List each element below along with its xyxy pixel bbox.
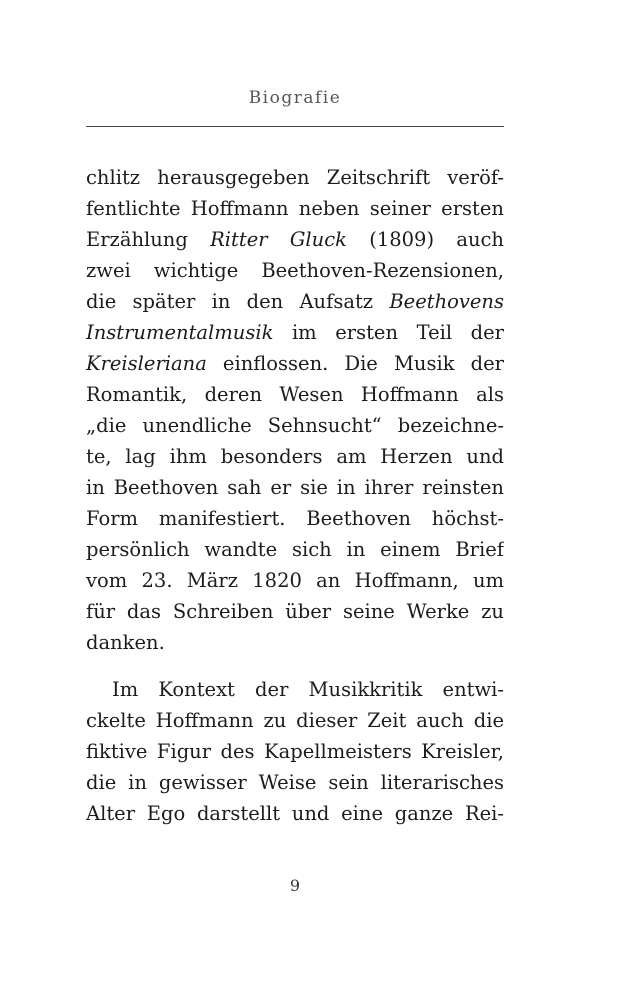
text-line [86,379,504,410]
text-line [86,255,504,286]
text-run: die später in den Aufsatz [86,290,390,313]
text-line [86,705,504,736]
text-run: Romantik, deren Wesen Hoffmann als [86,383,504,406]
text-run: ckelte Hoffmann zu dieser Zeit auch die [86,709,504,732]
text-run: vom 23. März 1820 an Hoffmann, um [86,569,504,592]
text-run: im ersten Teil der [273,321,504,344]
text-run: „die unendliche Sehnsucht“ bezeichne- [86,414,504,437]
text-run: Alter Ego darstellt und eine ganze Rei- [86,802,504,825]
text-line [86,410,504,441]
text-line [86,472,504,503]
text-line [86,565,504,596]
italic-title: Beethovens [389,290,504,313]
text-run: zwei wichtige Beethoven-Rezensionen, [86,259,504,282]
page-number: 9 [289,876,301,895]
text-line [86,162,504,193]
text-run: für das Schreiben über seine Werke zu [86,600,504,623]
text-line [86,224,504,255]
text-line [86,596,504,627]
text-run: te, lag ihm besonders am Herzen und [86,445,504,468]
text-run: (1809) auch [346,228,504,251]
text-line [86,286,504,317]
paragraph-gap [86,658,504,674]
text-line [86,503,504,534]
text-run: persönlich wandte sich in einem Brief [86,538,504,561]
text-run: Erzählung [86,228,211,251]
paragraph [86,162,504,658]
text-line [86,193,504,224]
running-head: Biografie [248,88,342,108]
text-line [86,767,504,798]
text-line [86,798,504,829]
text-line [86,627,504,658]
text-run: Im Kontext der Musikkritik entwi- [112,678,504,701]
text-line [86,736,504,767]
text-line [86,441,504,472]
text-line [86,317,504,348]
text-run: fentlichte Hoffmann neben seiner ersten [86,197,504,220]
text-run: die in gewisser Weise sein literarisches [86,771,504,794]
italic-title: Ritter Gluck [210,228,347,251]
text-line [86,534,504,565]
text-run: in Beethoven sah er sie in ihrer reinsten [86,476,504,499]
body-text [86,162,504,829]
text-run: Form manifestiert. Beethoven höchst- [86,507,504,530]
text-line [86,348,504,379]
header-rule [86,126,504,127]
italic-title: Instrumentalmusik [86,321,274,344]
text-run: einflossen. Die Musik der [206,352,504,375]
italic-title: Kreisleriana [86,352,207,375]
text-run: chlitz herausgegeben Zeitschrift veröf- [86,166,504,189]
paragraph [86,674,504,829]
text-run: fiktive Figur des Kapellmeisters Kreisler, [86,740,504,763]
text-run: danken. [86,631,165,654]
text-line [86,674,504,705]
